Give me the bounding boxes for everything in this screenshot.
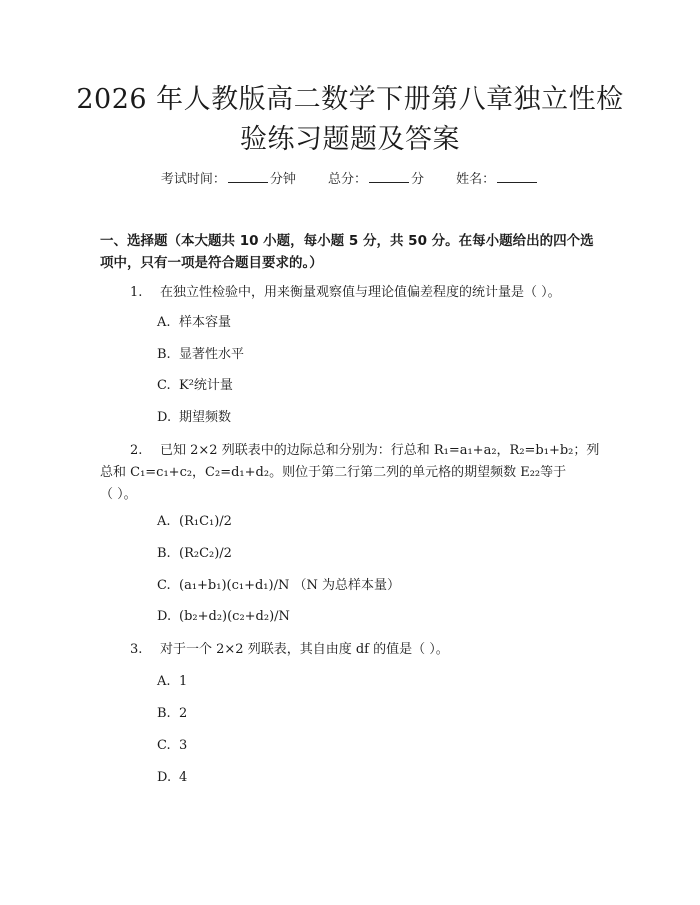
exam-score-blank bbox=[369, 170, 409, 183]
exam-time-blank bbox=[228, 170, 268, 183]
option-letter: C. bbox=[157, 738, 171, 753]
option-text: (R₁C₁)/2 bbox=[179, 514, 232, 529]
option-text: 期望频数 bbox=[179, 410, 232, 425]
option-letter: D. bbox=[157, 410, 172, 425]
question-1-option-c bbox=[157, 376, 233, 396]
option-letter: A. bbox=[157, 514, 171, 529]
question-text-line-3: （ ）。 bbox=[100, 487, 137, 502]
option-text: (a₁+b₁)(c₁+d₁)/N （N 为总样本量） bbox=[179, 578, 400, 593]
question-1-option-d bbox=[157, 408, 231, 428]
option-letter: C. bbox=[157, 378, 171, 393]
option-text: 1 bbox=[179, 674, 188, 689]
exam-name-blank bbox=[497, 170, 537, 183]
exam-time-unit: 分钟 bbox=[269, 172, 296, 187]
option-letter: D. bbox=[157, 770, 172, 785]
section-heading: 一、选择题（本大题共 10 小题，每小题 5 分，共 50 分。在每小题给出的四个选项中，只有一项是符合题目要求的。） bbox=[100, 233, 594, 271]
question-2-option-b bbox=[157, 544, 232, 564]
question-2 bbox=[100, 440, 600, 506]
option-text: 3 bbox=[179, 738, 188, 753]
question-1 bbox=[100, 282, 600, 304]
option-text: K²统计量 bbox=[179, 378, 233, 393]
question-text: 已知 2×2 列联表中的边际总和分别为：行总和 R₁=a₁+a₂，R₂=b₁+b₂；列 bbox=[160, 443, 600, 458]
question-text-line-1 bbox=[100, 440, 600, 462]
exam-name bbox=[456, 172, 539, 187]
question-3 bbox=[100, 639, 600, 661]
question-3-option-b bbox=[157, 704, 187, 724]
question-3-option-d bbox=[157, 768, 187, 788]
question-3-option-c bbox=[157, 736, 187, 756]
question-number: 1. bbox=[130, 285, 143, 300]
question-number: 2. bbox=[130, 443, 143, 458]
exam-time-label: 考试时间： bbox=[160, 172, 226, 187]
option-text: (R₂C₂)/2 bbox=[179, 546, 232, 561]
question-3-option-a bbox=[157, 672, 187, 692]
question-2-option-a bbox=[157, 512, 232, 532]
option-text: 2 bbox=[179, 706, 188, 721]
question-number: 3. bbox=[130, 642, 143, 657]
option-letter: B. bbox=[157, 347, 171, 362]
option-text: 4 bbox=[179, 770, 188, 785]
question-1-option-b bbox=[157, 345, 244, 365]
title-line-1: 2026 年人教版高二数学下册第八章独立性检 bbox=[76, 84, 624, 115]
question-2-option-c bbox=[157, 576, 400, 596]
option-letter: A. bbox=[157, 674, 171, 689]
question-text: 对于一个 2×2 列联表，其自由度 df 的值是（ ）。 bbox=[160, 642, 449, 657]
option-text: (b₂+d₂)(c₂+d₂)/N bbox=[179, 609, 290, 624]
option-text: 显著性水平 bbox=[179, 347, 245, 362]
option-letter: B. bbox=[157, 546, 171, 561]
question-text: 在独立性检验中，用来衡量观察值与理论值偏差程度的统计量是（ ）。 bbox=[160, 285, 561, 300]
question-2-option-d bbox=[157, 607, 290, 627]
option-letter: D. bbox=[157, 609, 172, 624]
page-title bbox=[60, 80, 640, 160]
option-text: 样本容量 bbox=[179, 315, 232, 330]
question-1-option-a bbox=[157, 313, 231, 333]
exam-score bbox=[328, 172, 424, 187]
exam-score-label: 总分： bbox=[327, 172, 367, 187]
title-line-2: 验练习题题及答案 bbox=[240, 124, 460, 155]
exam-name-label: 姓名： bbox=[456, 172, 496, 187]
question-text-line-2: 总和 C₁=c₁+c₂，C₂=d₁+d₂。则位于第二行第二列的单元格的期望频数 E₂₂等于 bbox=[100, 465, 567, 480]
exam-time bbox=[161, 172, 296, 187]
option-letter: A. bbox=[157, 315, 171, 330]
exam-score-unit: 分 bbox=[411, 172, 425, 187]
option-letter: B. bbox=[157, 706, 171, 721]
option-letter: C. bbox=[157, 578, 171, 593]
exam-info-line bbox=[0, 168, 700, 187]
